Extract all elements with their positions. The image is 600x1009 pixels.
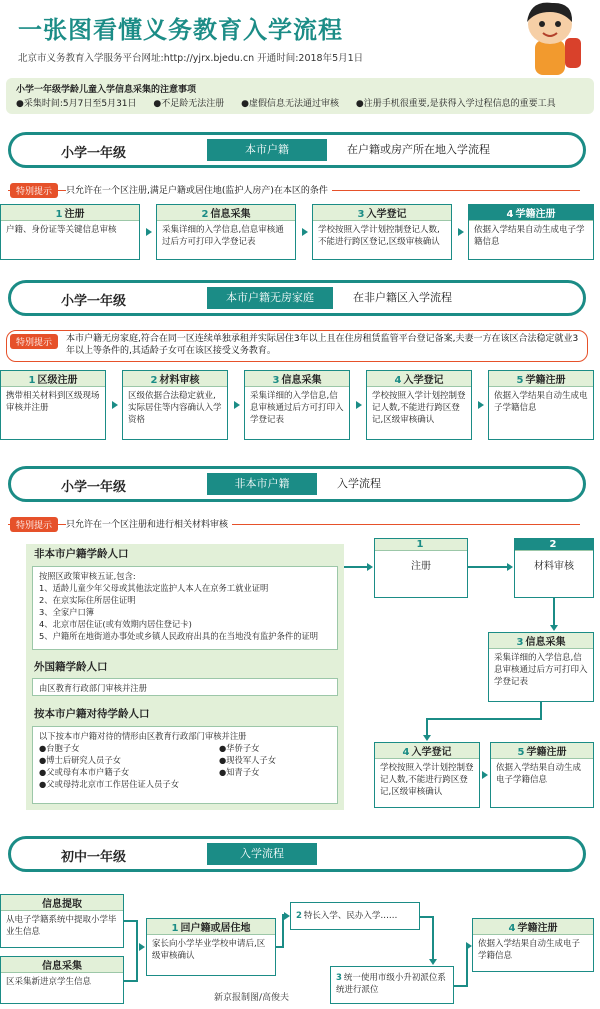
section3-step-4: 4 入学登记 学校按照入学计划控制登记人数,不能进行跨区登记,区级审核确认 — [374, 742, 480, 808]
section3-step-1: 1 注册 — [374, 538, 468, 598]
connector-line — [344, 566, 368, 568]
connector-line — [136, 920, 138, 982]
section1-tip-label: 特别提示 — [10, 183, 58, 198]
section2-tag: 本市户籍无房家庭 — [207, 287, 333, 309]
connector-line — [553, 598, 555, 626]
arrow-right-icon — [112, 401, 118, 409]
page-subtitle: 北京市义务教育入学服务平台网址:http://yjrx.bjedu.cn 开通时间:2018年5月1日 — [18, 53, 364, 64]
arrow-right-icon — [302, 228, 308, 236]
arrow-right-icon — [482, 771, 488, 779]
page-title: 一张图看懂义务教育入学流程 — [18, 16, 343, 44]
section1-step-2: 2 信息采集 采集详细的入学信息,信息审核通过后方可打印入学登记表 — [156, 204, 296, 260]
g3-list: 以下按本市户籍对待的情形由区教育行政部门审核并注册 ●台胞子女 ●博士后研究人员子女 ●父或母有本市户籍子女 ●父或母持北京市工作居住证人员子女 ●华侨子女 ●现役军人子女 ●知青子女 — [32, 726, 338, 804]
arrow-right-icon — [367, 563, 373, 571]
g2-title: 外国籍学龄人口 — [34, 661, 108, 673]
section1-rest: 在户籍或房产所在地入学流程 — [347, 143, 490, 156]
connector-line — [466, 946, 468, 987]
section2-step-5: 5 学籍注册 依据入学结果自动生成电子学籍信息 — [488, 370, 594, 440]
connector-line — [432, 916, 434, 960]
arrow-right-icon — [458, 228, 464, 236]
section4-step-3: 3 统一使用市级小升初派位系统进行派位 — [330, 966, 454, 1004]
section1-step-1: 1 注册 户籍、身份证等关键信息审核 — [0, 204, 140, 260]
section1-step-3: 3 入学登记 学校按照入学计划控制登记人数,不能进行跨区登记,区级审核确认 — [312, 204, 452, 260]
section2-tip-label: 特别提示 — [10, 334, 58, 349]
section3-tag: 非本市户籍 — [207, 473, 317, 495]
section2-step-2: 2 材料审核 区级依据合法稳定就业,实际居住等内容确认入学资格 — [122, 370, 228, 440]
section2-grade: 小学一年级 — [61, 294, 127, 309]
notice-item: ●不足龄无法注册 — [153, 99, 225, 109]
section3-grade: 小学一年级 — [61, 480, 127, 495]
arrow-right-icon — [234, 401, 240, 409]
section2-rest: 在非户籍区入学流程 — [353, 291, 452, 304]
section2-banner — [8, 280, 586, 316]
connector-line — [426, 718, 428, 736]
section4-info-extract: 信息提取 从电子学籍系统中提取小学毕业生信息 — [0, 894, 124, 948]
g1-title: 非本市户籍学龄人口 — [34, 548, 129, 560]
notice-items — [16, 96, 570, 109]
section4-step-2: 2 特长入学、民办入学…… — [290, 902, 420, 930]
section3-step-3: 3 信息采集 采集详细的入学信息,信息审核通过后方可打印入学登记表 — [488, 632, 594, 702]
arrow-right-icon — [356, 401, 362, 409]
g3-title: 按本市户籍对待学龄人口 — [34, 708, 150, 720]
notice-item: ●虚假信息无法通过审核 — [241, 99, 339, 109]
cartoon-child-illustration — [505, 0, 595, 80]
section3-banner — [8, 466, 586, 502]
section1-step-4: 4 学籍注册 依据入学结果自动生成电子学籍信息 — [468, 204, 594, 260]
section2-tip: 本市户籍无房家庭,符合在同一区连续单独承租并实际居住3年以上且在住房租赁监管平台登记备案,夫妻一方在该区合法稳定就业3年以上等条件的,其适龄子女可在该区接受义务教育。 — [66, 334, 579, 356]
connector-line — [468, 566, 508, 568]
connector-line — [540, 702, 542, 718]
g2-body: 由区教育行政部门审核并注册 — [32, 678, 338, 696]
section4-step-1: 1 回户籍或居住地 家长向小学毕业学校申请后,区级审核确认 — [146, 918, 276, 976]
section1-tip: 只允许在一个区注册,满足户籍或居住地(监护人房产)在本区的条件 — [66, 183, 332, 196]
arrow-right-icon — [139, 943, 145, 951]
g1-list: 按照区政策审核五证,包含: 1、适龄儿童少年父母或其他法定监护人本人在京务工就业证明 2、在京实际住所居住证明 3、全家户口簿 4、北京市居住证(或有效期内居住登记卡) 5、户籍所在地街道办事处或乡镇人民政府出具的在当地没有监护条件的证明 — [32, 566, 338, 650]
section4-step-4: 4 学籍注册 依据入学结果自动生成电子学籍信息 — [472, 918, 594, 972]
section4-tag: 入学流程 — [207, 843, 317, 865]
section2-step-4: 4 入学登记 学校按照入学计划控制登记人数,不能进行跨区登记,区级审核确认 — [366, 370, 472, 440]
arrow-down-icon — [423, 735, 431, 741]
section2-step-3: 3 信息采集 采集详细的入学信息,信息审核通过后方可打印入学登记表 — [244, 370, 350, 440]
section3-step-2: 2 材料审核 — [514, 538, 594, 598]
notice-item: ●注册手机很重要,是获得入学过程信息的重要工具 — [355, 99, 556, 109]
section4-grade: 初中一年级 — [61, 850, 127, 865]
section3-step-5: 5 学籍注册 依据入学结果自动生成电子学籍信息 — [490, 742, 594, 808]
notice-title: 小学一年级学龄儿童入学信息采集的注意事项 — [16, 85, 197, 95]
arrow-down-icon — [550, 625, 558, 631]
section1-tag: 本市户籍 — [207, 139, 327, 161]
section1-banner — [8, 132, 586, 168]
arrow-right-icon — [507, 563, 513, 571]
connector-line — [426, 718, 542, 720]
credit: 新京报制图/高俊夫 — [214, 993, 290, 1003]
section2-step-1: 1 区级注册 携带相关材料到区级现场审核并注册 — [0, 370, 106, 440]
section4-banner — [8, 836, 586, 872]
arrow-right-icon — [146, 228, 152, 236]
section3-tip-label: 特别提示 — [10, 517, 58, 532]
arrow-right-icon — [478, 401, 484, 409]
section1-grade: 小学一年级 — [61, 146, 127, 161]
arrow-right-icon — [284, 912, 290, 920]
section3-tip: 只允许在一个区注册和进行相关材料审核 — [66, 517, 232, 530]
arrow-right-icon — [466, 942, 472, 950]
section4-info-collect: 信息采集 区采集新进京学生信息 — [0, 956, 124, 1004]
arrow-down-icon — [429, 959, 437, 965]
notice-item: ●采集时间:5月7日至5月31日 — [16, 99, 137, 109]
section3-rest: 入学流程 — [337, 477, 381, 490]
